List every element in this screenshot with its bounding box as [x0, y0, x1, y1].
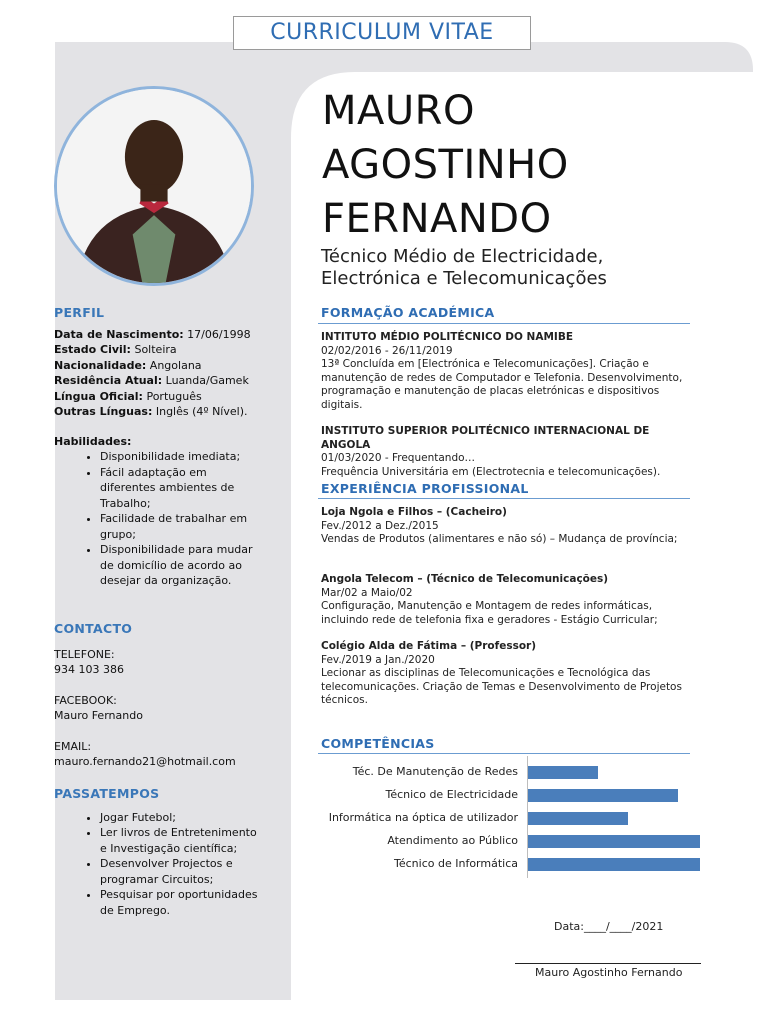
job-title [321, 246, 607, 290]
formacao-heading: FORMAÇÃO ACADÉMICA [321, 305, 495, 320]
list-item: • Disponibilidade imediata; [100, 449, 264, 465]
entry-desc: Lecionar as disciplinas de Telecomunicações e Tecnológica das telecomunicações. Criação de Temas e Desenvolvimento de Projetos técnicos. [321, 667, 682, 706]
perfil-value: Solteira [130, 343, 177, 356]
perfil-value: Luanda/Gamek [162, 374, 249, 387]
perfil-item [54, 373, 264, 389]
entry-date: Fev./2019 a Jan./2020 [321, 653, 435, 666]
list-item: • Facilidade de trabalhar em grupo; [100, 511, 264, 542]
perfil-key: Nacionalidade: [54, 358, 147, 372]
entry-desc: Configuração, Manutenção e Montagem de redes informáticas, incluindo rede de telefonia fixa e geradores - Estágio Curricular; [321, 600, 658, 626]
list-item: • Desenvolver Projectos e programar Circuitos; [100, 856, 264, 887]
experiencia-entry [321, 640, 701, 708]
skill-label: Téc. De Manutenção de Redes [352, 765, 518, 778]
formacao-entry [321, 331, 701, 412]
person-portrait-icon [57, 89, 251, 283]
perfil-item [54, 358, 264, 374]
skill-label: Técnico de Electricidade [385, 788, 518, 801]
perfil-key: Residência Atual: [54, 374, 163, 387]
job-title-line: Electrónica e Telecomunicações [321, 268, 607, 289]
entry-date: Mar/02 a Maio/02 [321, 586, 413, 599]
perfil-item [54, 389, 264, 405]
phone-value: 934 103 386 [54, 663, 124, 676]
perfil-heading: PERFIL [54, 305, 105, 320]
entry-date: 01/03/2020 - Frequentando… [321, 452, 476, 464]
skills-list [54, 449, 264, 589]
passatempos-list [54, 810, 264, 919]
perfil-value: Angolana [146, 358, 202, 372]
perfil-item [54, 404, 264, 420]
divider [318, 498, 690, 499]
entry-title: INTITUTO MÉDIO POLITÉCNICO DO NAMIBE [321, 331, 574, 343]
perfil-item [54, 327, 264, 343]
divider [318, 323, 690, 324]
skill-bar [528, 789, 678, 802]
skill-label: Técnico de Informática [394, 857, 518, 870]
entry-date: 02/02/2016 - 26/11/2019 [321, 344, 453, 357]
entry-title: INSTITUTO SUPERIOR POLITÉCNICO INTERNACIONAL DE ANGOLA [321, 425, 650, 451]
skill-bar [528, 858, 700, 871]
skill-bar [528, 835, 700, 848]
passatempos-heading: PASSATEMPOS [54, 786, 160, 801]
experiencia-entry [321, 573, 701, 627]
formacao-entry [321, 425, 701, 479]
job-title-line: Técnico Médio de Electricidade, [321, 246, 604, 267]
skills-heading: Habilidades: [54, 434, 132, 448]
email-label: EMAIL: [54, 739, 92, 753]
profile-photo [54, 86, 254, 286]
contacto-section [54, 621, 274, 770]
skill-label: Informática na óptica de utilizador [328, 811, 518, 824]
perfil-item [54, 342, 264, 358]
entry-date: Fev./2012 a Dez./2015 [321, 519, 439, 532]
entry-desc: Vendas de Produtos (alimentares e não só) – Mudança de província; [321, 533, 678, 545]
perfil-key: Estado Civil: [54, 343, 131, 356]
entry-title: Loja Ngola e Filhos – (Cacheiro) [321, 506, 507, 518]
list-item: • Fácil adaptação em diferentes ambientes de Trabalho; [100, 465, 264, 512]
name-line: AGOSTINHO [322, 142, 569, 188]
email-value: mauro.fernando21@hotmail.com [54, 755, 236, 768]
skill-label: Atendimento ao Público [387, 834, 518, 847]
perfil-key: Data de Nascimento: [54, 327, 184, 341]
list-item: • Pesquisar por oportunidades de Emprego. [100, 887, 264, 918]
name-line: MAURO [322, 88, 475, 134]
entry-desc: Frequência Universitária em (Electrotecnia e telecomunicações). [321, 465, 661, 478]
signature-name: Mauro Agostinho Fernando [535, 966, 683, 979]
passatempos-section [54, 786, 264, 918]
perfil-value: 17/06/1998 [183, 327, 251, 341]
cv-title: CURRICULUM VITAE [233, 16, 531, 50]
signature-line [515, 963, 701, 964]
perfil-key: Outras Línguas: [54, 405, 153, 418]
perfil-value: Inglês (4º Nível). [152, 405, 248, 418]
phone-label: TELEFONE: [54, 647, 115, 661]
perfil-key: Língua Oficial: [54, 389, 143, 403]
list-item: • Jogar Futebol; [100, 810, 264, 826]
skill-bar [528, 766, 598, 779]
entry-desc: 13ª Concluída em [Electrónica e Telecomunicações]. Criação e manutenção de redes de Computador e Telefonia. Desenvolvimento, programação e manutenção de placas eletrónicas e dispositivos digitais. [321, 358, 683, 411]
skill-bar [528, 812, 628, 825]
list-item: • Ler livros de Entretenimento e Investigação científica; [100, 825, 264, 856]
divider [318, 753, 690, 754]
entry-title: Angola Telecom – (Técnico de Telecomunicações) [321, 573, 609, 585]
perfil-value: Português [142, 389, 202, 403]
date-field: Data:____/____/2021 [554, 920, 664, 933]
full-name [322, 84, 569, 246]
experiencia-entry [321, 506, 701, 547]
contacto-heading: CONTACTO [54, 621, 133, 636]
list-item: • Disponibilidade para mudar de domicílio de acordo ao desejar da organização. [100, 542, 264, 589]
name-line: FERNANDO [322, 196, 552, 242]
facebook-label: FACEBOOK: [54, 693, 117, 707]
perfil-section [54, 305, 264, 589]
entry-title: Colégio Alda de Fátima – (Professor) [321, 640, 537, 652]
competencias-heading: COMPETÊNCIAS [321, 736, 435, 751]
experiencia-heading: EXPERIÊNCIA PROFISSIONAL [321, 481, 529, 496]
facebook-value: Mauro Fernando [54, 709, 143, 722]
